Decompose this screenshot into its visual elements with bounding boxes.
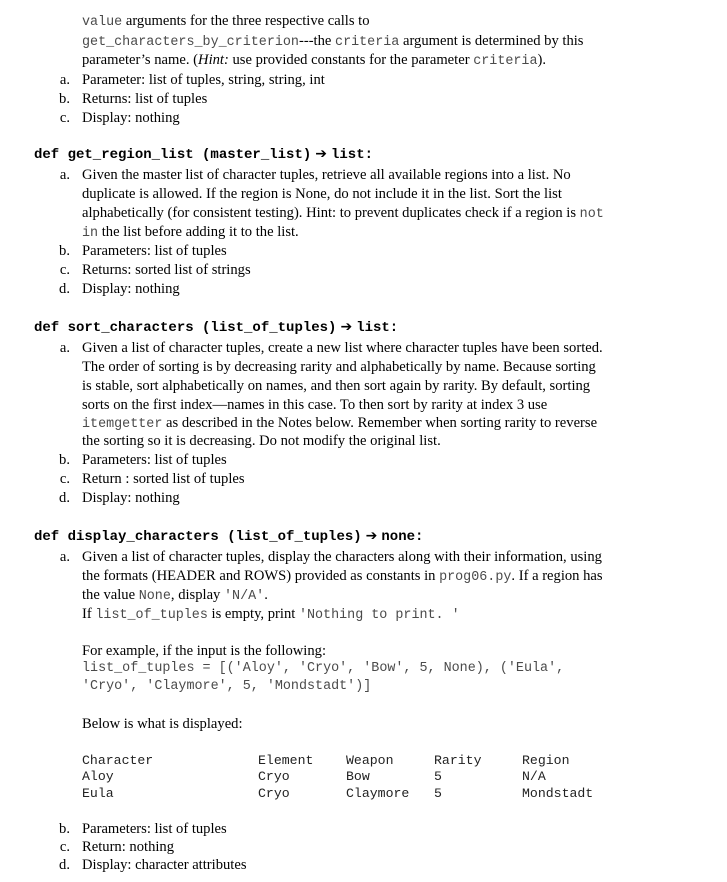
table-cell: Cryo bbox=[258, 786, 290, 801]
list-item: Returns: sorted list of strings bbox=[82, 262, 251, 278]
list-marker: b. bbox=[59, 243, 70, 259]
region-desc-line: alphabetically (for consistent testing). Hint: to prevent duplicates check if a region is not bbox=[82, 205, 604, 222]
function-heading-sort-characters: def sort_characters (list_of_tuples) ➔ list: bbox=[34, 319, 399, 336]
example-intro: For example, if the input is the following: bbox=[82, 643, 327, 659]
function-heading-get-region-list: def get_region_list (master_list) ➔ list: bbox=[34, 146, 373, 163]
sort-desc-line: the sorting so it is decreasing. Do not modify the original list. bbox=[82, 433, 441, 449]
table-cell: 5 bbox=[434, 769, 442, 784]
arrow-icon: ➔ bbox=[340, 319, 353, 335]
list-item: Display: nothing bbox=[82, 110, 180, 126]
list-item: Return: nothing bbox=[82, 839, 175, 855]
below-text: Below is what is displayed: bbox=[82, 716, 243, 732]
intro-line-3: parameter’s name. (Hint: use provided constants for the parameter criteria). bbox=[82, 52, 547, 69]
region-desc-line: duplicate is allowed. If the region is None, do not include it in the list. Sort the list bbox=[82, 186, 562, 202]
sort-desc-line: Given a list of character tuples, create a new list where character tuples have been sorted. bbox=[82, 340, 603, 356]
table-cell: Aloy bbox=[82, 769, 114, 784]
list-item: Display: nothing bbox=[82, 281, 180, 297]
list-item: Returns: list of tuples bbox=[82, 91, 208, 107]
function-heading-display-characters: def display_characters (list_of_tuples) ➔ none: bbox=[34, 528, 424, 545]
intro-line-2: get_characters_by_criterion---the criteria argument is determined by this bbox=[82, 33, 584, 50]
code-itemgetter: itemgetter bbox=[82, 417, 163, 432]
arrow-icon: ➔ bbox=[365, 528, 378, 544]
table-cell: N/A bbox=[522, 769, 546, 784]
list-marker: b. bbox=[59, 821, 70, 837]
list-marker: d. bbox=[59, 490, 70, 506]
list-marker: c. bbox=[59, 839, 70, 855]
table-cell: Cryo bbox=[258, 769, 290, 784]
table-header-rarity: Rarity bbox=[434, 753, 482, 768]
list-item: Display: character attributes bbox=[82, 857, 247, 873]
list-item: Parameters: list of tuples bbox=[82, 452, 227, 468]
arrow-icon: ➔ bbox=[315, 146, 327, 162]
list-item: Display: nothing bbox=[82, 490, 180, 506]
example-code-line: 'Cryo', 'Claymore', 5, 'Mondstadt')] bbox=[82, 679, 372, 694]
list-marker: a. bbox=[59, 167, 70, 183]
table-header-weapon: Weapon bbox=[346, 753, 394, 768]
list-marker: a. bbox=[59, 340, 70, 356]
table-header-character: Character bbox=[82, 753, 154, 768]
region-desc-line: in the list before adding it to the list. bbox=[82, 224, 299, 241]
list-marker: d. bbox=[59, 857, 70, 873]
list-marker: d. bbox=[59, 281, 70, 297]
sort-desc-line: is stable, sort alphabetically on names, and then sort again by rarity. By default, sorting bbox=[82, 378, 591, 394]
list-item: Parameter: list of tuples, string, string, int bbox=[82, 72, 325, 88]
display-desc-line: the formats (HEADER and ROWS) provided as constants in prog06.py. If a region has bbox=[82, 568, 603, 585]
list-item: Parameters: list of tuples bbox=[82, 821, 227, 837]
example-code-line: list_of_tuples = [('Aloy', 'Cryo', 'Bow', 5, None), ('Eula', bbox=[82, 661, 565, 676]
display-desc-line: the value None, display 'N/A'. bbox=[82, 587, 268, 604]
table-cell: Bow bbox=[346, 769, 370, 784]
sort-desc-line: The order of sorting is by decreasing rarity and alphabetically by name. Because sorting bbox=[82, 359, 596, 375]
code-value: value bbox=[82, 15, 123, 30]
table-header-element: Element bbox=[258, 753, 314, 768]
list-marker: c. bbox=[59, 471, 70, 487]
list-marker: a. bbox=[59, 549, 70, 565]
list-item: Return : sorted list of tuples bbox=[82, 471, 245, 487]
table-header-region: Region bbox=[522, 753, 570, 768]
list-marker: c. bbox=[59, 262, 70, 278]
list-marker: b. bbox=[59, 452, 70, 468]
region-desc-line: Given the master list of character tuples, retrieve all available regions into a list. No bbox=[82, 167, 571, 183]
table-cell: 5 bbox=[434, 786, 442, 801]
table-cell: Claymore bbox=[346, 786, 410, 801]
display-desc-line: If list_of_tuples is empty, print 'Nothing to print. ' bbox=[82, 606, 460, 623]
list-item: Parameters: list of tuples bbox=[82, 243, 227, 259]
intro-line-1: value arguments for the three respective calls to bbox=[82, 13, 370, 30]
display-desc-line: Given a list of character tuples, display the characters along with their information, using bbox=[82, 549, 602, 565]
sort-desc-line: sorts on the first index—names in this case. To then sort by rarity at index 3 use bbox=[82, 397, 548, 413]
list-marker: b. bbox=[59, 91, 70, 107]
table-cell: Mondstadt bbox=[522, 786, 594, 801]
list-marker: c. bbox=[59, 110, 70, 126]
table-cell: Eula bbox=[82, 786, 114, 801]
list-marker: a. bbox=[59, 72, 70, 88]
code-function: get_characters_by_criterion bbox=[82, 35, 299, 50]
sort-desc-line: itemgetter as described in the Notes below. Remember when sorting rarity to reverse bbox=[82, 415, 598, 432]
